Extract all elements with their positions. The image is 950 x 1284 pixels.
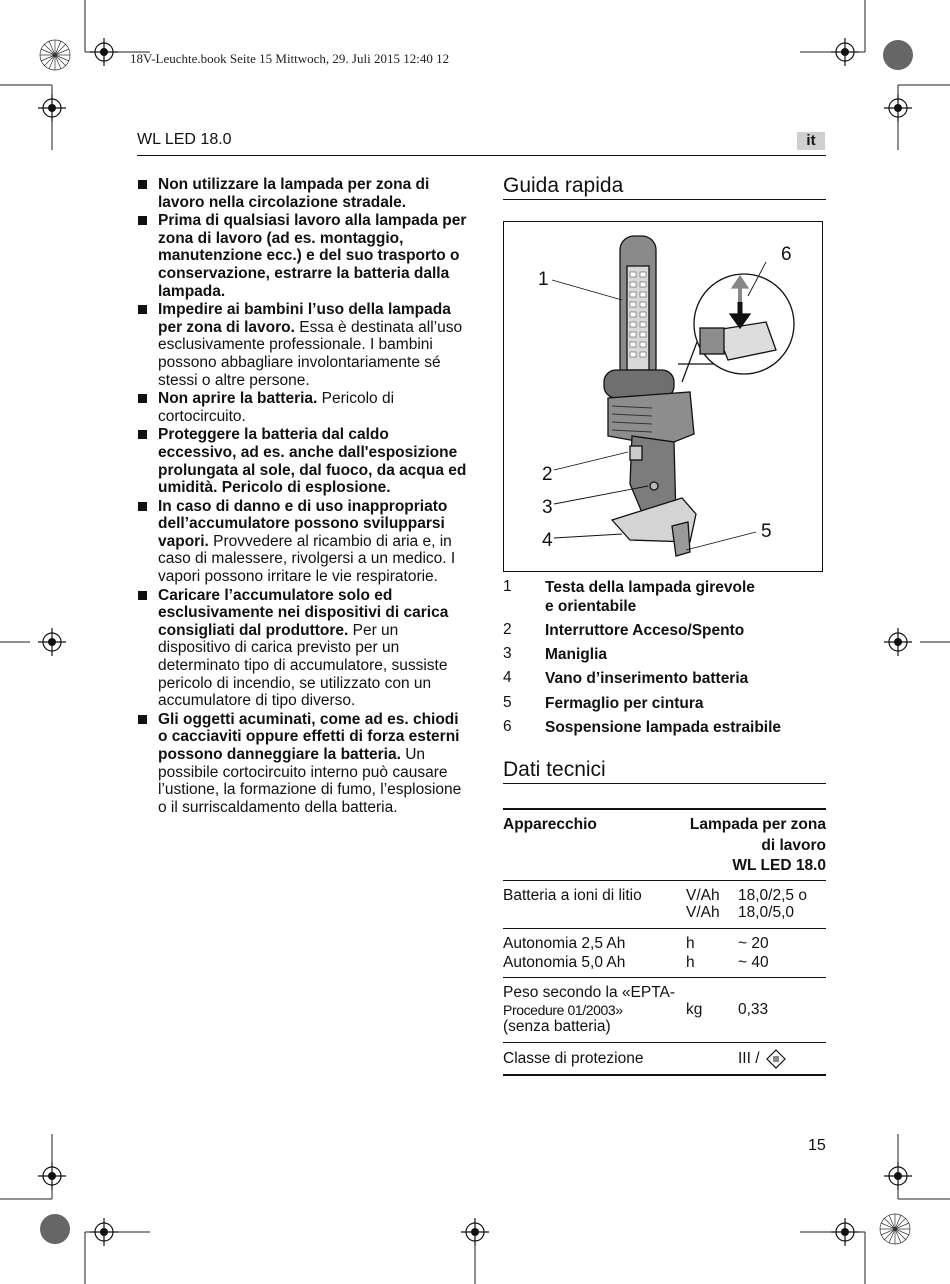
battery-unit: V/Ah (686, 887, 720, 904)
battery-label: Batteria a ioni di litio (503, 887, 642, 904)
bullet-square-icon (138, 502, 147, 511)
figure-label-3: 3 (542, 497, 553, 518)
protection-class-iii-icon (766, 1049, 786, 1069)
belt-clip-shape (672, 522, 690, 556)
runtime-value: ~ 40 (738, 954, 769, 971)
safety-item: Non aprire la batteria. Pericolo di cortocircuito. (137, 390, 467, 425)
protection-class-value: III / (738, 1050, 760, 1067)
runtime-unit: h (686, 935, 695, 952)
bullet-square-icon (138, 430, 147, 439)
table-rule (503, 977, 826, 978)
bullet-square-icon (138, 305, 147, 314)
header-rule (137, 155, 826, 156)
table-rule (503, 880, 826, 881)
bullet-square-icon (138, 394, 147, 403)
page-number: 15 (808, 1137, 826, 1154)
runtime-value: ~ 20 (738, 935, 769, 952)
runtime-label: Autonomia 5,0 Ah (503, 954, 626, 971)
language-badge: it (797, 132, 825, 150)
lamp-body (608, 392, 694, 446)
switch-shape (630, 446, 642, 460)
bullet-square-icon (138, 216, 147, 225)
table-head-right: di lavoro (761, 837, 826, 854)
table-rule (503, 1074, 826, 1076)
tech-title-rule (503, 783, 826, 784)
safety-item: In caso di danno e di uso inappropriato dell’accumulatore possono svilupparsi vapori. Provvedere al ricambio di aria e, in caso di malessere, rivolgersi a un medico. I vapori possono irritare le vie respiratorie. (137, 498, 467, 586)
figure-label-5: 5 (761, 521, 772, 542)
weight-unit: kg (686, 1001, 703, 1018)
guide-title-rule (503, 199, 826, 200)
battery-value: 18,0/5,0 (738, 904, 795, 921)
bullet-square-icon (138, 715, 147, 724)
battery-unit: V/Ah (686, 904, 720, 921)
print-info-line: 18V-Leuchte.book Seite 15 Mittwoch, 29. Juli 2015 12:40 12 (130, 51, 450, 66)
tech-title: Dati tecnici (503, 758, 606, 781)
table-head-left: Apparecchio (503, 816, 597, 833)
safety-item: Non utilizzare la lampada per zona di lavoro nella circolazione stradale. (137, 176, 467, 211)
weight-value: 0,33 (738, 1001, 769, 1018)
bullet-square-icon (138, 180, 147, 189)
figure-label-6: 6 (781, 244, 792, 265)
safety-item: Gli oggetti acuminati, come ad es. chiodi o cacciaviti oppure effetti di forza esterni possono danneggiare la batteria. Un possibile cortocircuito interno può causare l’ustione, la formazione di fumo, l’esplosione o il surriscaldamento della batteria. (137, 711, 467, 817)
table-rule (503, 1042, 826, 1043)
table-rule (503, 928, 826, 929)
safety-item: Prima di qualsiasi lavoro alla lampada per zona di lavoro (ad es. montaggio, manutenzione ecc.) e del suo trasporto o conservazione, estrarre la batteria dalla lampada. (137, 212, 467, 300)
table-head-right: WL LED 18.0 (732, 857, 826, 874)
safety-item: Proteggere la batteria dal caldo eccessivo, ad es. anche dall'esposizione prolungata al sole, dal fuoco, da acqua ed umidità. Pericolo di esplosione. (137, 426, 467, 496)
weight-label: Peso secondo la «EPTA- (503, 984, 676, 1001)
detail-inset (694, 274, 794, 374)
battery-value: 18,0/2,5 o (738, 887, 807, 904)
runtime-label: Autonomia 2,5 Ah (503, 935, 626, 952)
safety-instructions (137, 176, 467, 817)
figure-label-4: 4 (542, 530, 553, 551)
protection-class-label: Classe di protezione (503, 1050, 644, 1067)
table-head-right: Lampada per zona (689, 816, 826, 833)
product-figure (503, 221, 823, 572)
guide-title: Guida rapida (503, 174, 624, 197)
weight-label: (senza batteria) (503, 1018, 611, 1035)
figure-label-2: 2 (542, 464, 553, 485)
header-title: WL LED 18.0 (137, 131, 232, 148)
runtime-unit: h (686, 954, 695, 971)
safety-item: Caricare l’accumulatore solo ed esclusivamente nei dispositivi di carica consigliati dal produttore. Per un dispositivo di carica previsto per un determinato tipo di accumulatore, sussiste pericolo di incendio, se utilizzato con un accumulatore di tipo diverso. (137, 587, 467, 710)
figure-label-1: 1 (538, 269, 549, 290)
table-rule (503, 808, 826, 810)
bullet-square-icon (138, 591, 147, 600)
safety-item: Impedire ai bambini l’uso della lampada per zona di lavoro. Essa è destinata all’uso esclusivamente professionale. I bambini possono abbagliare involontariamente sé stessi o altre persone. (137, 301, 467, 389)
weight-label: Procedure 01/2003» (503, 1002, 623, 1018)
